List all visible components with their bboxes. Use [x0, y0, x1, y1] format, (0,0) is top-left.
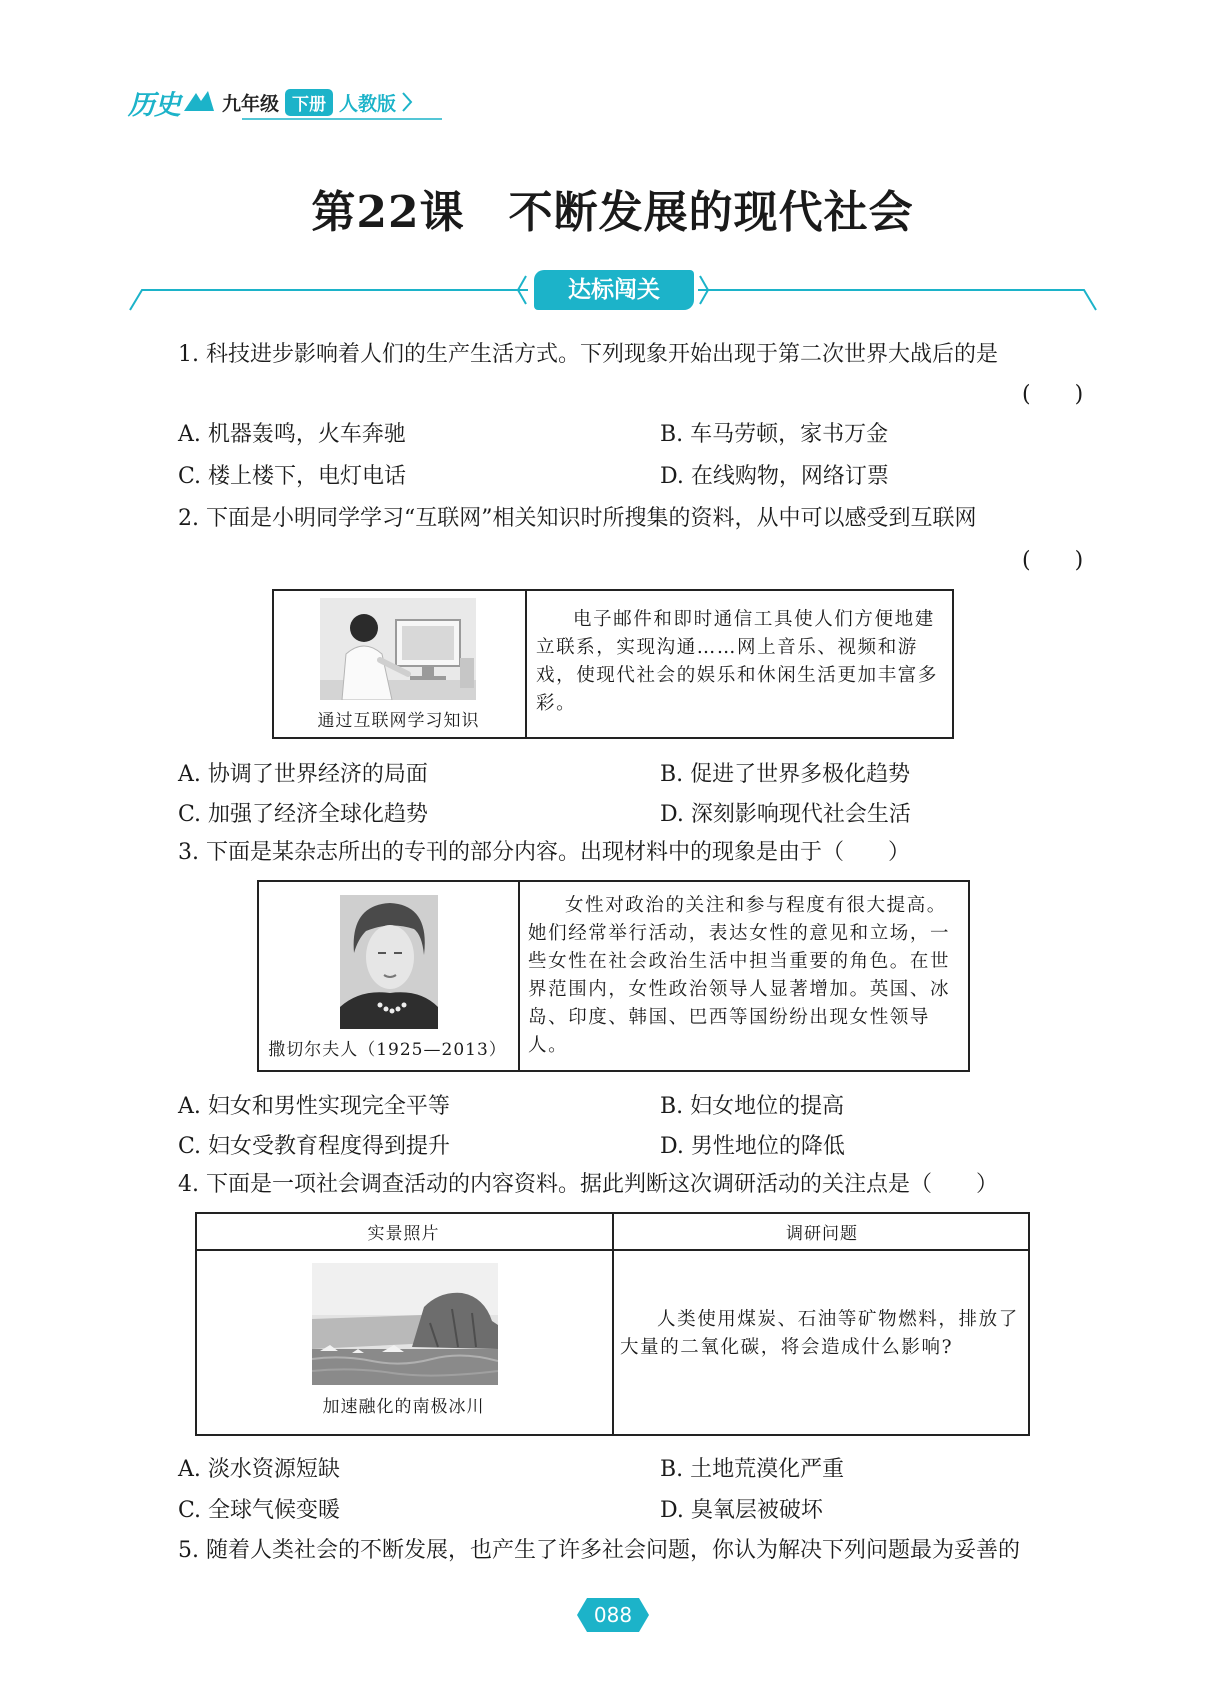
question-2-stem: 2. 下面是小明同学学习“互联网”相关知识时所搜集的资料，从中可以感受到互联网	[178, 506, 977, 531]
question-1-stem: 1. 科技进步影响着人们的生产生活方式。下列现象开始出现于第二次世界大战后的是	[178, 342, 998, 367]
question-1-option-c: C. 楼上楼下，电灯电话	[178, 464, 407, 489]
question-2-option-c: C. 加强了经济全球化趋势	[178, 802, 429, 827]
student-computer-photo	[320, 598, 476, 700]
question-5-stem: 5. 随着人类社会的不断发展，也产生了许多社会问题，你认为解决下列问题最为妥善的	[178, 1538, 1020, 1563]
table-header-question: 调研问题	[786, 1224, 858, 1244]
question-3-option-d: D. 男性地位的降低	[660, 1134, 845, 1159]
question-4-survey-question: 人类使用煤炭、石油等矿物燃料，排放了大量的二氧化碳，将会造成什么影响?	[620, 1309, 1019, 1358]
question-4-option-a: A. 淡水资源短缺	[178, 1457, 340, 1482]
material-divider	[518, 880, 520, 1072]
question-2-option-d: D. 深刻影响现代社会生活	[660, 802, 911, 827]
question-3-option-a: A. 妇女和男性实现完全平等	[178, 1094, 450, 1119]
question-1-option-a: A. 机器轰鸣，火车奔驰	[178, 422, 406, 447]
question-2-answer-blank: ( )	[1022, 548, 1084, 573]
question-1-option-b: B. 车马劳顿，家书万金	[660, 422, 889, 447]
question-2-material-text: 电子邮件和即时通信工具使人们方便地建立联系，实现沟通……网上音乐、视频和游戏，使现代社会的娱乐和休闲生活更加丰富多彩。	[536, 609, 939, 714]
question-2-option-b: B. 促进了世界多极化趋势	[660, 762, 911, 787]
question-4-option-b: B. 土地荒漠化严重	[660, 1457, 845, 1482]
question-1-option-d: D. 在线购物，网络订票	[660, 464, 889, 489]
question-3-stem: 3. 下面是某杂志所出的专刊的部分内容。出现材料中的现象是由于（ ）	[178, 840, 910, 865]
question-4-stem: 4. 下面是一项社会调查活动的内容资料。据此判断这次调研活动的关注点是（ ）	[178, 1172, 998, 1197]
glacier-photo	[312, 1263, 498, 1385]
question-3-option-b: B. 妇女地位的提高	[660, 1094, 845, 1119]
page-number: 088	[593, 1603, 633, 1627]
lesson-number: 第22课	[311, 187, 465, 238]
book-logo-icon	[182, 89, 216, 115]
page-title	[0, 176, 1225, 240]
series-header	[128, 84, 414, 120]
question-3-image-caption: 撒切尔夫人（1925—2013）	[268, 1040, 507, 1060]
header-underline	[242, 116, 442, 122]
volume-badge: 下册	[285, 89, 333, 116]
question-4-option-d: D. 臭氧层被破坏	[660, 1498, 823, 1523]
material-divider	[525, 589, 527, 739]
question-1-answer-blank: ( )	[1022, 382, 1084, 407]
table-header-photo: 实景照片	[367, 1224, 440, 1244]
grade-label: 九年级	[222, 92, 280, 115]
series-logo: 历史	[128, 89, 180, 121]
edition-label: 人教版	[339, 92, 397, 115]
table-column-divider	[612, 1212, 614, 1436]
portrait-photo	[340, 895, 438, 1029]
lesson-title: 不断发展的现代社会	[508, 187, 914, 238]
question-4-option-c: C. 全球气候变暖	[178, 1498, 341, 1523]
question-3-option-c: C. 妇女受教育程度得到提升	[178, 1134, 451, 1159]
section-title: 达标闯关	[534, 270, 694, 310]
question-2-option-a: A. 协调了世界经济的局面	[178, 762, 428, 787]
question-2-image-caption: 通过互联网学习知识	[317, 711, 480, 731]
question-3-material-text: 女性对政治的关注和参与程度有很大提高。她们经常举行活动，表达女性的意见和立场，一些女性在社会政治生活中担当重要的角色。在世界范围内，女性政治领导人显著增加。英国、冰岛、印度、韩国、巴西等国纷纷出现女性领导人。	[528, 895, 951, 1056]
chevron-right-icon	[400, 90, 414, 114]
question-4-image-caption: 加速融化的南极冰川	[322, 1397, 485, 1417]
